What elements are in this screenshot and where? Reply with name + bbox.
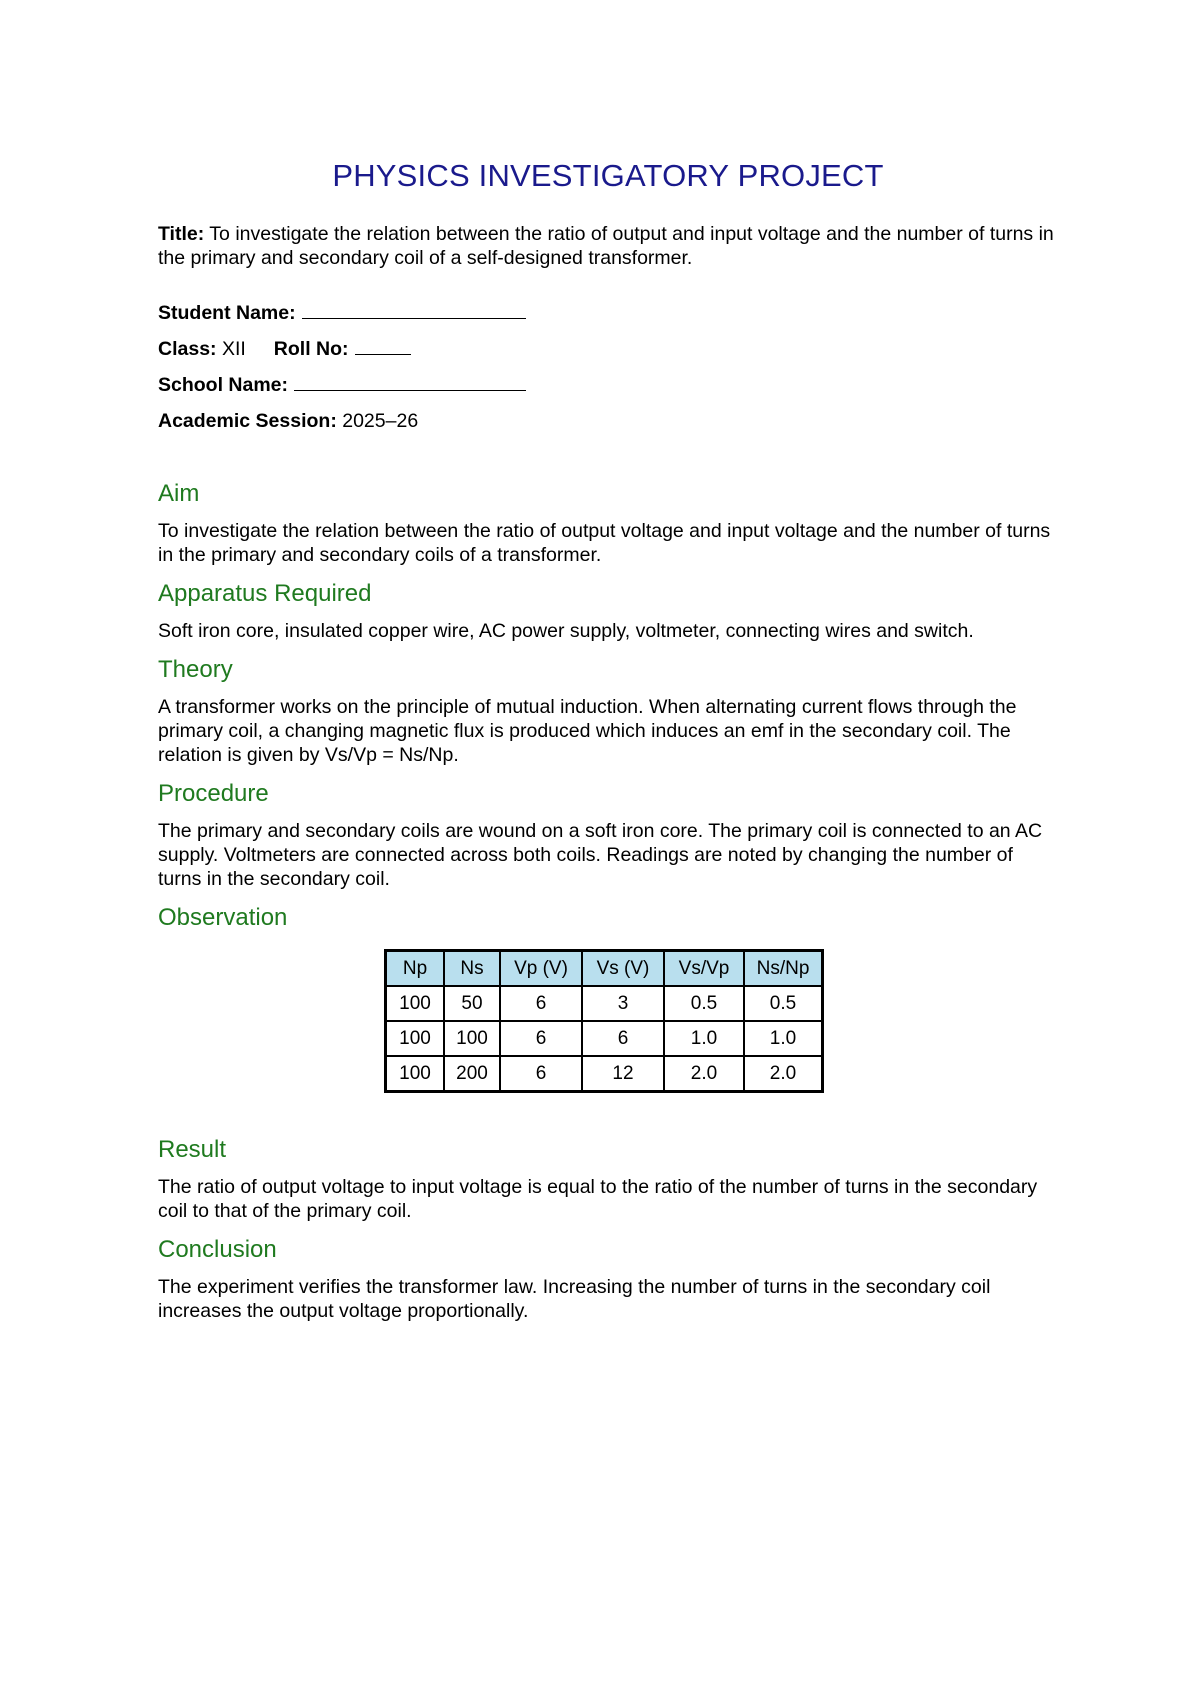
table-cell: 100 — [386, 986, 445, 1021]
table-header-cell: Vs/Vp — [664, 951, 744, 987]
table-cell: 100 — [386, 1056, 445, 1092]
theory-section — [158, 655, 1058, 767]
result-text: The ratio of output voltage to input voltage is equal to the ratio of the number of turns in the secondary coil to that of the primary coil. — [158, 1176, 1038, 1222]
table-row — [386, 1056, 823, 1092]
roll-label: Roll No: — [273, 338, 349, 360]
page-title: PHYSICS INVESTIGATORY PROJECT — [332, 158, 884, 193]
title-label: Title: — [158, 223, 205, 245]
table-row — [386, 986, 823, 1021]
result-section — [158, 1135, 1058, 1223]
observation-section — [158, 903, 1058, 1093]
table-cell: 6 — [500, 1056, 582, 1092]
table-cell: 1.0 — [664, 1021, 744, 1056]
school-name-label: School Name: — [158, 374, 289, 396]
conclusion-heading: Conclusion — [158, 1236, 277, 1263]
school-name-line — [158, 373, 1058, 397]
table-cell: 1.0 — [744, 1021, 823, 1056]
student-name-blank — [302, 302, 526, 319]
table-header-row — [386, 951, 823, 987]
document-page — [158, 158, 1058, 1335]
table-header-cell: Ns — [444, 951, 500, 987]
apparatus-heading: Apparatus Required — [158, 580, 372, 607]
table-cell: 6 — [582, 1021, 664, 1056]
table-cell: 100 — [444, 1021, 500, 1056]
theory-heading: Theory — [158, 656, 233, 683]
table-cell: 12 — [582, 1056, 664, 1092]
student-name-label: Student Name: — [158, 302, 296, 324]
table-header-cell: Ns/Np — [744, 951, 823, 987]
table-header-cell: Vp (V) — [500, 951, 582, 987]
observation-table — [384, 949, 824, 1093]
table-cell: 2.0 — [664, 1056, 744, 1092]
session-line — [158, 409, 1058, 433]
result-heading: Result — [158, 1136, 227, 1163]
apparatus-section — [158, 579, 1058, 643]
aim-heading: Aim — [158, 480, 200, 507]
table-cell: 100 — [386, 1021, 445, 1056]
procedure-text: The primary and secondary coils are wound on a soft iron core. The primary coil is connected to an AC supply. Voltmeters are connected across both coils. Readings are noted by changing the number of turns in the secondary coil. — [158, 820, 1043, 890]
title-text: To investigate the relation between the ratio of output and input voltage and the number of turns in the primary and secondary coil of a self-designed transformer. — [158, 223, 1054, 269]
class-roll-line — [158, 337, 1058, 361]
table-cell: 6 — [500, 1021, 582, 1056]
table-cell: 6 — [500, 986, 582, 1021]
table-cell: 3 — [582, 986, 664, 1021]
conclusion-text: The experiment verifies the transformer law. Increasing the number of turns in the secondary coil increases the output voltage proportionally. — [158, 1276, 991, 1322]
table-header-cell: Np — [386, 951, 445, 987]
procedure-section — [158, 779, 1058, 891]
session-value: 2025–26 — [336, 410, 419, 432]
class-label: Class: — [158, 338, 217, 360]
observation-heading: Observation — [158, 904, 288, 931]
roll-number-blank — [355, 338, 411, 355]
aim-section — [158, 479, 1058, 567]
school-name-blank — [294, 374, 526, 391]
table-cell: 2.0 — [744, 1056, 823, 1092]
table-cell: 0.5 — [744, 986, 823, 1021]
aim-text: To investigate the relation between the ratio of output voltage and input voltage and the number of turns in the primary and secondary coils of a transformer. — [158, 520, 1051, 566]
table-header-cell: Vs (V) — [582, 951, 664, 987]
procedure-heading: Procedure — [158, 780, 269, 807]
project-title — [158, 222, 1058, 270]
table-cell: 0.5 — [664, 986, 744, 1021]
table-row — [386, 1021, 823, 1056]
apparatus-text: Soft iron core, insulated copper wire, AC power supply, voltmeter, connecting wires and switch. — [158, 620, 974, 642]
student-name-line — [158, 301, 1058, 325]
class-value: XII — [216, 338, 246, 360]
table-cell: 200 — [444, 1056, 500, 1092]
session-label: Academic Session: — [158, 410, 337, 432]
conclusion-section — [158, 1235, 1058, 1323]
theory-text: A transformer works on the principle of mutual induction. When alternating current flows through the primary coil, a changing magnetic flux is produced which induces an emf in the secondary coil. The relation is given by Vs/Vp = Ns/Np. — [158, 696, 1017, 766]
table-cell: 50 — [444, 986, 500, 1021]
